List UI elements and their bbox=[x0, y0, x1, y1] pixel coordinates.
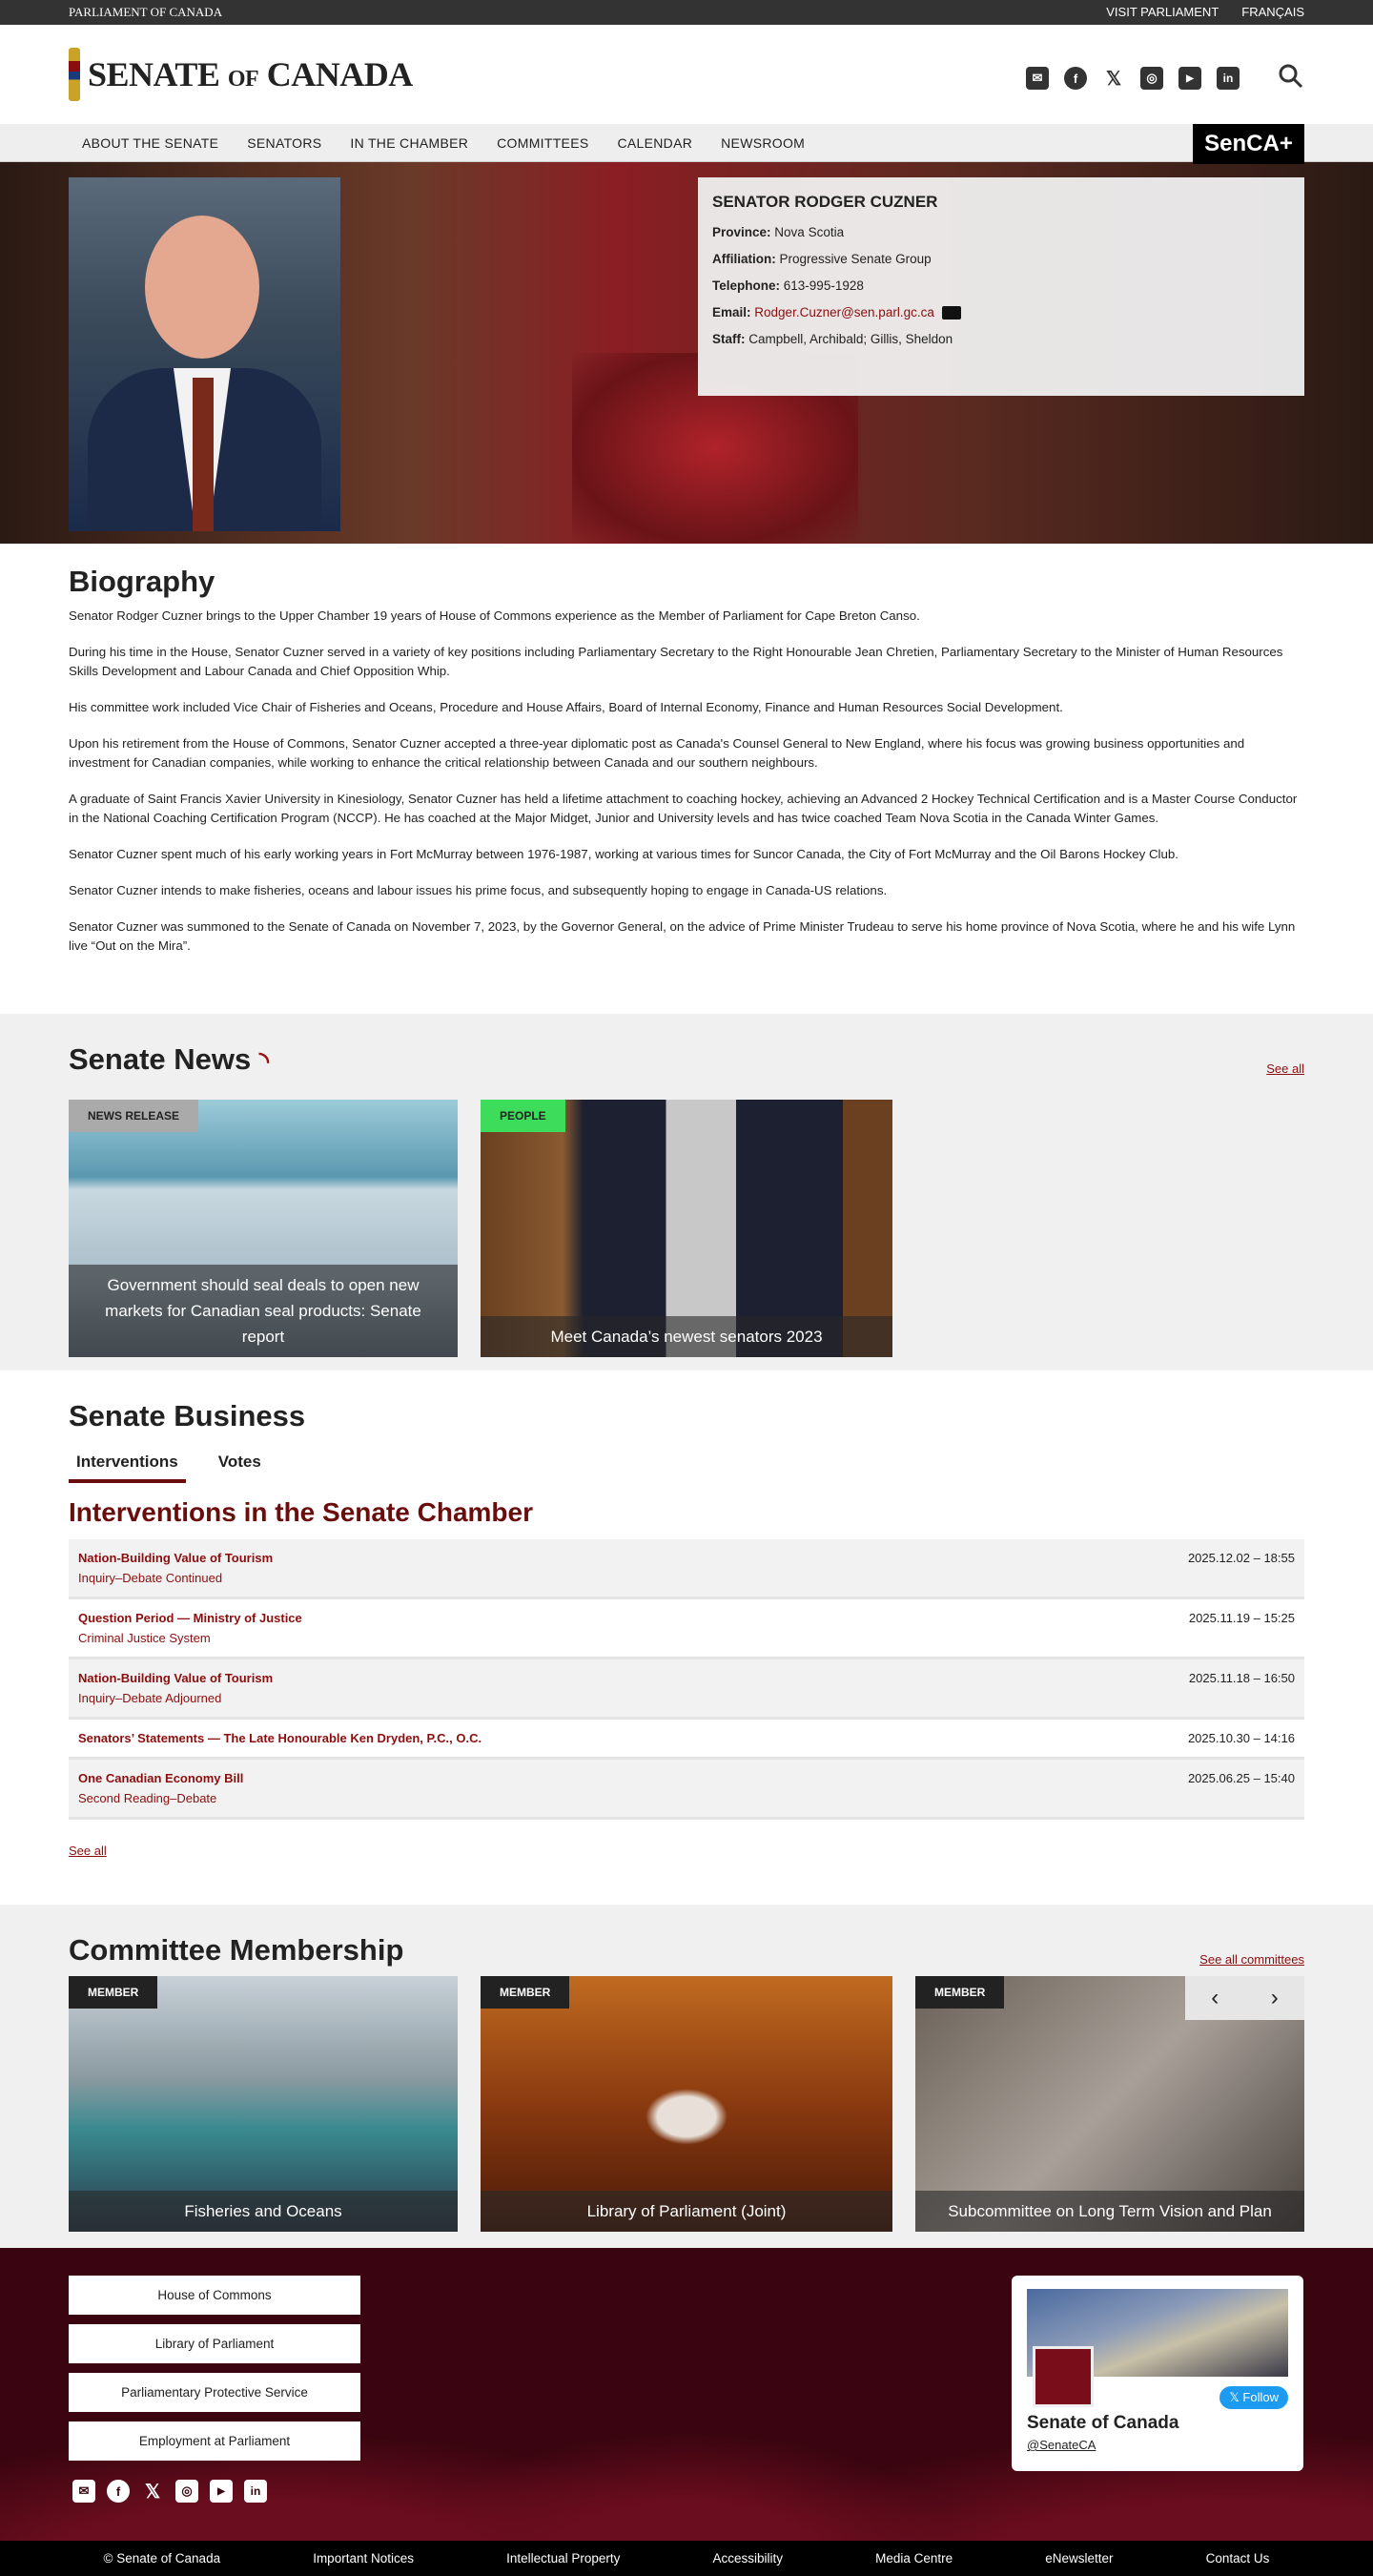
business-see-all-link[interactable]: See all bbox=[69, 1844, 107, 1858]
twitter-name: Senate of Canada bbox=[1027, 2413, 1179, 2433]
committee-card[interactable] bbox=[69, 1976, 458, 2232]
affiliation-value: Progressive Senate Group bbox=[779, 252, 932, 266]
committee-card-title: Library of Parliament (Joint) bbox=[481, 2191, 892, 2232]
intervention-date: 2025.12.02 – 18:55 bbox=[1187, 1551, 1295, 1565]
news-title bbox=[69, 1042, 269, 1077]
twitter-avatar bbox=[1033, 2346, 1094, 2407]
linkedin-icon[interactable]: in bbox=[244, 2480, 267, 2503]
site-header bbox=[0, 25, 1373, 124]
bio-paragraph: Senator Cuzner spent much of his early working years in Fort McMurray between 1976-1987, working at various times for Suncor Canada, the City of Fort McMurray and the Oil Barons Hockey Club. bbox=[69, 847, 1178, 861]
senator-portrait bbox=[69, 177, 340, 531]
nav-senators[interactable]: SENATORS bbox=[247, 135, 322, 151]
label: Email: bbox=[712, 305, 751, 319]
footer-enewsletter[interactable]: eNewsletter bbox=[1045, 2551, 1114, 2566]
senca-plus-button[interactable]: SenCA+ bbox=[1193, 124, 1304, 164]
follow-label: Follow bbox=[1242, 2390, 1279, 2404]
committee-card-title: Subcommittee on Long Term Vision and Plan bbox=[915, 2191, 1304, 2232]
footer-social-links bbox=[72, 2480, 267, 2503]
footer-link-protective-service[interactable]: Parliamentary Protective Service bbox=[69, 2373, 360, 2412]
news-tag: PEOPLE bbox=[481, 1100, 565, 1132]
bio-paragraph: His committee work included Vice Chair of Fisheries and Oceans, Procedure and House Affairs, Board of Internal Economy, Finance and Human Resources Social Development. bbox=[69, 700, 1063, 714]
label: Telephone: bbox=[712, 278, 781, 293]
nav-chamber[interactable]: IN THE CHAMBER bbox=[350, 135, 469, 151]
twitter-follow-button[interactable]: 𝕏 Follow bbox=[1219, 2386, 1288, 2409]
committees-title: Committee Membership bbox=[69, 1933, 404, 1967]
tab-votes[interactable]: Votes bbox=[217, 1453, 261, 1471]
youtube-icon[interactable]: ▶ bbox=[210, 2480, 233, 2503]
chevron-right-icon[interactable]: › bbox=[1270, 1985, 1279, 2010]
intervention-sub-link[interactable]: Second Reading–Debate bbox=[78, 1791, 217, 1805]
intervention-date: 2025.10.30 – 14:16 bbox=[1187, 1731, 1295, 1745]
table-row bbox=[69, 1599, 1304, 1659]
intervention-sub-link[interactable]: Inquiry–Debate Adjourned bbox=[78, 1691, 222, 1705]
youtube-icon[interactable]: ▶ bbox=[1178, 67, 1201, 90]
news-card-title: Government should seal deals to open new markets for Canadian seal products: Senate report bbox=[69, 1265, 458, 1357]
committee-membership-section bbox=[0, 1905, 1373, 2248]
member-tag: MEMBER bbox=[69, 1976, 157, 2009]
senator-name: SENATOR RODGER CUZNER bbox=[712, 193, 938, 211]
news-see-all-link[interactable]: See all bbox=[1266, 1061, 1304, 1076]
intervention-date: 2025.11.19 – 15:25 bbox=[1188, 1611, 1295, 1625]
vcard-icon[interactable] bbox=[942, 306, 961, 319]
news-card[interactable] bbox=[69, 1100, 458, 1357]
senate-logo[interactable] bbox=[69, 48, 413, 101]
nav-newsroom[interactable]: NEWSROOM bbox=[721, 135, 806, 151]
linkedin-icon[interactable]: in bbox=[1217, 67, 1240, 90]
news-title-text: Senate News bbox=[69, 1042, 252, 1076]
carousel-controls bbox=[1185, 1976, 1304, 2020]
table-row bbox=[69, 1760, 1304, 1820]
logo-text: SENATE bbox=[88, 55, 220, 93]
biography-title: Biography bbox=[69, 565, 215, 598]
chevron-left-icon[interactable]: ‹ bbox=[1211, 1985, 1219, 2010]
bio-paragraph: A graduate of Saint Francis Xavier University in Kinesiology, Senator Cuzner has held a lifetime attachment to coaching hockey, achieving an Advanced 2 Hockey Technical Certification and is a Master Course Conductor in the National Coaching Certification Program (NCCP). He has coached at the Major Midget, Junior and University levels and has twice coached Team Nova Scotia in the Canada Winter Games. bbox=[69, 792, 1298, 825]
x-icon[interactable]: 𝕏 bbox=[1105, 68, 1122, 90]
label: Staff: bbox=[712, 332, 746, 347]
footer-link-library[interactable]: Library of Parliament bbox=[69, 2324, 360, 2363]
footer-accessibility[interactable]: Accessibility bbox=[712, 2551, 784, 2566]
bio-paragraph: Senator Cuzner intends to make fisheries, oceans and labour issues his prime focus, and subsequently hoping to engage in Canada-US relations. bbox=[69, 883, 888, 897]
bio-paragraph: Senator Rodger Cuzner brings to the Upper Chamber 19 years of House of Commons experience as the Member of Parliament for Cape Breton Canso. bbox=[69, 608, 920, 623]
senator-info-card bbox=[698, 177, 1304, 396]
member-tag: MEMBER bbox=[481, 1976, 569, 2009]
interventions-title: Interventions in the Senate Chamber bbox=[69, 1497, 533, 1527]
facebook-icon[interactable]: f bbox=[107, 2480, 130, 2503]
intervention-link[interactable]: Nation-Building Value of Tourism bbox=[78, 1551, 274, 1565]
bio-paragraph: During his time in the House, Senator Cuzner served in a variety of key positions including Parliamentary Secretary to the Right Honourable Jean Chretien, Parliamentary Secretary to the Minister of Human Resources Skills Development and Labour Canada and Chief Opposition Whip. bbox=[69, 645, 1283, 678]
see-all-committees-link[interactable]: See all committees bbox=[1199, 1952, 1304, 1967]
footer-contact-us[interactable]: Contact Us bbox=[1205, 2551, 1270, 2566]
member-tag: MEMBER bbox=[915, 1976, 1004, 2009]
senate-news-section bbox=[0, 1014, 1373, 1370]
logo-text: OF bbox=[227, 67, 259, 92]
province-value: Nova Scotia bbox=[774, 225, 845, 239]
twitter-handle-link[interactable]: @SenateCA bbox=[1027, 2438, 1096, 2452]
copyright: © Senate of Canada bbox=[103, 2551, 221, 2566]
label: Affiliation: bbox=[712, 252, 776, 266]
main-nav bbox=[0, 124, 1373, 162]
table-row bbox=[69, 1720, 1304, 1760]
intervention-link[interactable]: Senators’ Statements — The Late Honourable Ken Dryden, P.C., O.C. bbox=[78, 1731, 482, 1745]
instagram-icon[interactable]: ◎ bbox=[175, 2480, 198, 2503]
footer-intellectual-property[interactable]: Intellectual Property bbox=[506, 2551, 621, 2566]
footer-media-centre[interactable]: Media Centre bbox=[875, 2551, 953, 2566]
facebook-icon[interactable]: f bbox=[1064, 67, 1087, 90]
staff-value: Campbell, Archibald; Gillis, Sheldon bbox=[748, 332, 953, 347]
bio-paragraph: Upon his retirement from the House of Commons, Senator Cuzner accepted a three-year diplomatic post as Canada's Counsel General to New England, where his focus was growing business opportunities and investment for Canadian companies, while working to enhance the critical relationship between Canada and our southern neighbours. bbox=[69, 736, 1245, 770]
intervention-sub-link[interactable]: Inquiry–Debate Continued bbox=[78, 1571, 223, 1585]
news-card-title: Meet Canada’s newest senators 2023 bbox=[481, 1316, 892, 1357]
nav-about[interactable]: ABOUT THE SENATE bbox=[82, 135, 219, 151]
business-title: Senate Business bbox=[69, 1399, 306, 1432]
tab-interventions[interactable]: Interventions bbox=[69, 1453, 186, 1483]
logo-text: CANADA bbox=[266, 55, 413, 93]
language-toggle[interactable]: FRANÇAIS bbox=[1241, 5, 1304, 19]
social-links bbox=[1026, 67, 1240, 90]
telephone-value: 613-995-1928 bbox=[783, 278, 864, 293]
biography-section bbox=[69, 565, 1304, 973]
footer-important-notices[interactable]: Important Notices bbox=[313, 2551, 414, 2566]
email-icon[interactable]: ✉ bbox=[72, 2480, 95, 2503]
nav-committees[interactable]: COMMITTEES bbox=[497, 135, 589, 151]
visit-parliament-link[interactable]: VISIT PARLIAMENT bbox=[1106, 5, 1219, 19]
news-card[interactable] bbox=[481, 1100, 892, 1357]
news-tag: NEWS RELEASE bbox=[69, 1100, 198, 1132]
twitter-profile-card bbox=[1012, 2276, 1303, 2471]
email-link[interactable]: Rodger.Cuzner@sen.parl.gc.ca bbox=[754, 305, 934, 319]
email-icon[interactable]: ✉ bbox=[1026, 67, 1049, 90]
parliament-link[interactable]: PARLIAMENT OF CANADA bbox=[69, 5, 223, 19]
table-row bbox=[69, 1539, 1304, 1599]
intervention-date: 2025.11.18 – 16:50 bbox=[1188, 1671, 1295, 1685]
intervention-link[interactable]: Nation-Building Value of Tourism bbox=[78, 1671, 274, 1685]
footer-link-house-of-commons[interactable]: House of Commons bbox=[69, 2276, 360, 2315]
nav-calendar[interactable]: CALENDAR bbox=[617, 135, 693, 151]
mace-icon bbox=[69, 48, 80, 101]
bottom-bar bbox=[0, 2541, 1373, 2576]
intervention-link[interactable]: One Canadian Economy Bill bbox=[78, 1771, 244, 1785]
committee-card[interactable] bbox=[481, 1976, 892, 2232]
top-bar bbox=[0, 0, 1373, 25]
table-row bbox=[69, 1659, 1304, 1720]
footer-link-employment[interactable]: Employment at Parliament bbox=[69, 2421, 360, 2461]
instagram-icon[interactable]: ◎ bbox=[1140, 67, 1163, 90]
committee-card-title: Fisheries and Oceans bbox=[69, 2191, 458, 2232]
x-icon[interactable]: 𝕏 bbox=[144, 2481, 161, 2503]
label: Province: bbox=[712, 225, 771, 239]
interventions-table bbox=[69, 1539, 1304, 1820]
bio-paragraph: Senator Cuzner was summoned to the Senate of Canada on November 7, 2023, by the Governor General, on the advice of Prime Minister Trudeau to serve his home province of Nova Scotia, where he and his wife Lynn live “Out on the Mira”. bbox=[69, 919, 1296, 953]
search-icon[interactable] bbox=[1278, 63, 1304, 90]
intervention-link[interactable]: Question Period — Ministry of Justice bbox=[78, 1611, 302, 1625]
intervention-sub-link[interactable]: Criminal Justice System bbox=[78, 1631, 211, 1645]
rss-icon[interactable]: ◝ bbox=[258, 1046, 269, 1075]
intervention-date: 2025.06.25 – 15:40 bbox=[1187, 1771, 1295, 1785]
